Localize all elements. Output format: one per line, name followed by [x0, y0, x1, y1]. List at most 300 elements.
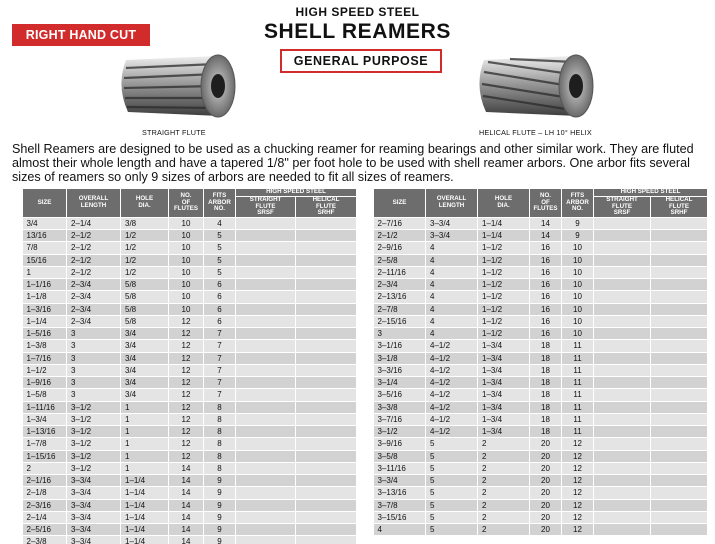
- arbor-cell: 8: [204, 462, 236, 474]
- arbor-cell: 10: [562, 279, 594, 291]
- size-cell: 3–3/8: [374, 401, 426, 413]
- overall-length-cell: 3–3/4: [426, 230, 478, 242]
- table-row: [23, 303, 357, 315]
- hole-dia-cell: 2: [478, 487, 530, 499]
- straight-flute-cell: [236, 217, 296, 229]
- helical-flute-cell: [296, 242, 357, 254]
- overall-length-cell: 4–1/2: [426, 340, 478, 352]
- table-row: [374, 413, 708, 425]
- helical-flute-cell: [651, 303, 708, 315]
- hss-group-header: HIGH SPEED STEEL: [594, 189, 708, 197]
- flutes-cell: 16: [530, 266, 562, 278]
- overall-length-cell: 3–1/2: [67, 450, 121, 462]
- arbor-cell: 8: [204, 426, 236, 438]
- table-row: [23, 254, 357, 266]
- helical-flute-cell: [651, 291, 708, 303]
- helical-flute-cell: [651, 340, 708, 352]
- straight-flute-cell: [594, 426, 651, 438]
- overall-length-cell: 4: [426, 291, 478, 303]
- size-cell: 1–7/8: [23, 438, 67, 450]
- helical-flute-cell: [296, 438, 357, 450]
- straight-flute-cell: [594, 377, 651, 389]
- size-cell: 2–15/16: [374, 315, 426, 327]
- hole-dia-cell: 3/4: [121, 328, 169, 340]
- helical-flute-cell: [296, 266, 357, 278]
- table-row: [374, 401, 708, 413]
- overall-length-cell: 2–3/4: [67, 291, 121, 303]
- overall-length-header: OVERALL LENGTH: [67, 189, 121, 218]
- size-cell: 13/16: [23, 230, 67, 242]
- hole-dia-cell: 1–1/2: [478, 291, 530, 303]
- table-row: [23, 217, 357, 229]
- size-cell: 2–13/16: [374, 291, 426, 303]
- flutes-cell: 20: [530, 499, 562, 511]
- flutes-cell: 16: [530, 303, 562, 315]
- hole-dia-cell: 3/8: [121, 217, 169, 229]
- overall-length-cell: 4: [426, 303, 478, 315]
- helical-flute-header: HELICAL FLUTE SRHF: [296, 197, 357, 218]
- overall-length-cell: 3: [67, 377, 121, 389]
- overall-length-cell: 3–1/2: [67, 462, 121, 474]
- arbor-header: FITS ARBOR NO.: [562, 189, 594, 218]
- helical-flute-cell: [651, 450, 708, 462]
- helical-flute-cell: [296, 401, 357, 413]
- straight-flute-cell: [236, 413, 296, 425]
- hole-dia-cell: 1–3/4: [478, 377, 530, 389]
- table-row: [23, 524, 357, 536]
- arbor-cell: 11: [562, 377, 594, 389]
- straight-flute-cell: [236, 475, 296, 487]
- overall-length-cell: 5: [426, 475, 478, 487]
- overall-length-cell: 4–1/2: [426, 377, 478, 389]
- straight-flute-cell: [594, 438, 651, 450]
- overall-length-cell: 5: [426, 438, 478, 450]
- flutes-cell: 18: [530, 364, 562, 376]
- hole-dia-cell: 1: [121, 413, 169, 425]
- straight-flute-caption: STRAIGHT FLUTE: [142, 128, 206, 137]
- size-cell: 1–1/4: [23, 315, 67, 327]
- overall-length-cell: 5: [426, 511, 478, 523]
- table-row: [374, 291, 708, 303]
- helical-flute-cell: [296, 475, 357, 487]
- hole-dia-cell: 1–1/4: [121, 536, 169, 544]
- straight-flute-cell: [594, 279, 651, 291]
- table-row: [23, 279, 357, 291]
- straight-flute-cell: [594, 524, 651, 536]
- material-heading: HIGH SPEED STEEL: [295, 5, 420, 19]
- right-hand-cut-badge: RIGHT HAND CUT: [12, 24, 150, 46]
- hss-group-header: HIGH SPEED STEEL: [236, 189, 357, 197]
- helical-flute-cell: [296, 352, 357, 364]
- table-row: [23, 426, 357, 438]
- hole-dia-cell: 1–1/4: [121, 499, 169, 511]
- straight-flute-cell: [236, 364, 296, 376]
- table-row: [23, 377, 357, 389]
- size-cell: 1–3/4: [23, 413, 67, 425]
- straight-flute-cell: [594, 499, 651, 511]
- helical-flute-cell: [651, 377, 708, 389]
- overall-length-cell: 3–3/4: [67, 524, 121, 536]
- flutes-cell: 12: [169, 426, 204, 438]
- arbor-cell: 9: [204, 475, 236, 487]
- overall-length-cell: 4: [426, 315, 478, 327]
- table-row: [23, 401, 357, 413]
- size-cell: 3–7/8: [374, 499, 426, 511]
- straight-flute-cell: [236, 340, 296, 352]
- size-cell: 1–1/16: [23, 279, 67, 291]
- overall-length-cell: 5: [426, 524, 478, 536]
- overall-length-cell: 3: [67, 340, 121, 352]
- table-row: [374, 524, 708, 536]
- overall-length-cell: 3: [67, 328, 121, 340]
- helical-flute-cell: [296, 462, 357, 474]
- helical-flute-caption: HELICAL FLUTE – LH 10° HELIX: [479, 128, 592, 137]
- helical-flute-cell: [651, 254, 708, 266]
- table-row: [23, 413, 357, 425]
- flutes-cell: 20: [530, 438, 562, 450]
- spec-table-right: [373, 188, 708, 536]
- arbor-cell: 8: [204, 401, 236, 413]
- helical-flute-cell: [296, 291, 357, 303]
- size-cell: 2–1/4: [23, 511, 67, 523]
- table-row: [23, 315, 357, 327]
- hole-dia-cell: 1–3/4: [478, 340, 530, 352]
- size-cell: 2–5/8: [374, 254, 426, 266]
- table-row: [374, 364, 708, 376]
- helical-flute-cell: [651, 511, 708, 523]
- arbor-cell: 12: [562, 462, 594, 474]
- size-cell: 1–13/16: [23, 426, 67, 438]
- size-cell: 1–3/8: [23, 340, 67, 352]
- overall-length-cell: 2–3/4: [67, 279, 121, 291]
- size-cell: 3–5/16: [374, 389, 426, 401]
- overall-length-cell: 4–1/2: [426, 389, 478, 401]
- hole-dia-cell: 3/4: [121, 389, 169, 401]
- helical-flute-cell: [651, 328, 708, 340]
- helical-flute-cell: [651, 279, 708, 291]
- arbor-cell: 7: [204, 377, 236, 389]
- flutes-header: NO. OF FLUTES: [169, 189, 204, 218]
- helical-flute-cell: [651, 389, 708, 401]
- flutes-cell: 14: [169, 475, 204, 487]
- straight-flute-cell: [236, 291, 296, 303]
- straight-flute-cell: [594, 364, 651, 376]
- hole-dia-cell: 3/4: [121, 377, 169, 389]
- flutes-cell: 16: [530, 291, 562, 303]
- general-purpose-label: GENERAL PURPOSE: [280, 49, 442, 73]
- arbor-cell: 8: [204, 413, 236, 425]
- flutes-cell: 18: [530, 377, 562, 389]
- arbor-cell: 10: [562, 328, 594, 340]
- flutes-cell: 12: [169, 401, 204, 413]
- arbor-cell: 5: [204, 230, 236, 242]
- overall-length-cell: 3–3/4: [67, 536, 121, 544]
- helical-flute-cell: [296, 487, 357, 499]
- flutes-cell: 18: [530, 340, 562, 352]
- hole-dia-cell: 1–1/2: [478, 315, 530, 327]
- flutes-cell: 10: [169, 230, 204, 242]
- table-row: [374, 254, 708, 266]
- flutes-cell: 12: [169, 340, 204, 352]
- arbor-header: FITS ARBOR NO.: [204, 189, 236, 218]
- hole-dia-cell: 3/4: [121, 352, 169, 364]
- flutes-cell: 10: [169, 279, 204, 291]
- hole-dia-header: HOLE DIA.: [478, 189, 530, 218]
- hole-dia-cell: 1–1/2: [478, 254, 530, 266]
- size-cell: 2–11/16: [374, 266, 426, 278]
- flutes-cell: 10: [169, 217, 204, 229]
- helical-flute-cell: [651, 413, 708, 425]
- arbor-cell: 8: [204, 438, 236, 450]
- helical-flute-cell: [651, 426, 708, 438]
- table-row: [23, 475, 357, 487]
- hole-dia-cell: 3/4: [121, 364, 169, 376]
- size-cell: 3–7/16: [374, 413, 426, 425]
- helical-flute-cell: [296, 254, 357, 266]
- helical-flute-cell: [651, 242, 708, 254]
- table-row: [374, 426, 708, 438]
- overall-length-cell: 2–1/4: [67, 217, 121, 229]
- table-row: [23, 230, 357, 242]
- size-cell: 4: [374, 524, 426, 536]
- hole-dia-cell: 1: [121, 401, 169, 413]
- helical-flute-cell: [651, 475, 708, 487]
- straight-flute-cell: [594, 315, 651, 327]
- flutes-cell: 14: [169, 536, 204, 544]
- overall-length-cell: 3–3/4: [67, 475, 121, 487]
- arbor-cell: 11: [562, 413, 594, 425]
- straight-flute-cell: [594, 401, 651, 413]
- overall-length-cell: 2–3/4: [67, 303, 121, 315]
- size-cell: 1–9/16: [23, 377, 67, 389]
- size-cell: 2–7/8: [374, 303, 426, 315]
- helical-flute-cell: [296, 389, 357, 401]
- overall-length-cell: 4: [426, 279, 478, 291]
- table-row: [23, 266, 357, 278]
- arbor-cell: 9: [204, 499, 236, 511]
- table-row: [23, 328, 357, 340]
- straight-flute-cell: [236, 279, 296, 291]
- helical-flute-header: HELICAL FLUTE SRHF: [651, 197, 708, 218]
- hole-dia-header: HOLE DIA.: [121, 189, 169, 218]
- helical-flute-cell: [651, 352, 708, 364]
- arbor-cell: 9: [204, 524, 236, 536]
- overall-length-cell: 4: [426, 266, 478, 278]
- size-cell: 3–15/16: [374, 511, 426, 523]
- arbor-cell: 11: [562, 340, 594, 352]
- size-cell: 3: [374, 328, 426, 340]
- table-row: [374, 340, 708, 352]
- size-cell: 3–1/16: [374, 340, 426, 352]
- table-row: [23, 242, 357, 254]
- overall-length-cell: 2–1/2: [67, 266, 121, 278]
- arbor-cell: 4: [204, 217, 236, 229]
- table-row: [374, 487, 708, 499]
- arbor-cell: 6: [204, 315, 236, 327]
- overall-length-cell: 4–1/2: [426, 413, 478, 425]
- helical-flute-cell: [651, 266, 708, 278]
- helical-flute-cell: [651, 401, 708, 413]
- straight-flute-cell: [594, 254, 651, 266]
- straight-flute-cell: [594, 340, 651, 352]
- helical-flute-cell: [296, 377, 357, 389]
- helical-flute-cell: [651, 524, 708, 536]
- straight-flute-cell: [236, 242, 296, 254]
- overall-length-cell: 5: [426, 487, 478, 499]
- arbor-cell: 5: [204, 254, 236, 266]
- hole-dia-cell: 1/2: [121, 242, 169, 254]
- hole-dia-cell: 2: [478, 450, 530, 462]
- straight-flute-cell: [236, 266, 296, 278]
- straight-flute-cell: [594, 291, 651, 303]
- overall-length-cell: 3–3/4: [67, 499, 121, 511]
- overall-length-cell: 4: [426, 242, 478, 254]
- hole-dia-cell: 1: [121, 438, 169, 450]
- table-row: [23, 340, 357, 352]
- overall-length-cell: 4–1/2: [426, 401, 478, 413]
- arbor-cell: 11: [562, 389, 594, 401]
- arbor-cell: 7: [204, 389, 236, 401]
- flutes-cell: 14: [530, 217, 562, 229]
- straight-flute-cell: [236, 401, 296, 413]
- size-cell: 1–1/8: [23, 291, 67, 303]
- straight-flute-cell: [236, 462, 296, 474]
- hole-dia-cell: 2: [478, 499, 530, 511]
- table-row: [23, 364, 357, 376]
- flutes-cell: 20: [530, 475, 562, 487]
- helical-flute-cell: [296, 315, 357, 327]
- flutes-header: NO. OF FLUTES: [530, 189, 562, 218]
- table-row: [23, 536, 357, 544]
- helical-flute-cell: [296, 536, 357, 544]
- straight-flute-cell: [236, 426, 296, 438]
- flutes-cell: 14: [169, 462, 204, 474]
- size-cell: 2–3/8: [23, 536, 67, 544]
- overall-length-cell: 5: [426, 499, 478, 511]
- arbor-cell: 9: [562, 217, 594, 229]
- arbor-cell: 10: [562, 266, 594, 278]
- hole-dia-cell: 5/8: [121, 291, 169, 303]
- overall-length-cell: 5: [426, 450, 478, 462]
- table-row: [374, 511, 708, 523]
- table-row: [23, 438, 357, 450]
- size-cell: 2–9/16: [374, 242, 426, 254]
- table-row: [23, 291, 357, 303]
- flutes-cell: 20: [530, 487, 562, 499]
- helical-flute-cell: [651, 499, 708, 511]
- table-row: [374, 230, 708, 242]
- hole-dia-cell: 1–3/4: [478, 389, 530, 401]
- overall-length-cell: 3–3/4: [67, 511, 121, 523]
- hole-dia-cell: 1–1/4: [121, 511, 169, 523]
- straight-flute-cell: [236, 389, 296, 401]
- straight-flute-header: STRAIGHT FLUTE SRSF: [236, 197, 296, 218]
- helical-flute-cell: [296, 426, 357, 438]
- straight-flute-header: STRAIGHT FLUTE SRSF: [594, 197, 651, 218]
- overall-length-cell: 4–1/2: [426, 364, 478, 376]
- helical-flute-cell: [296, 511, 357, 523]
- arbor-cell: 9: [204, 536, 236, 544]
- helical-flute-cell: [296, 328, 357, 340]
- flutes-cell: 14: [169, 499, 204, 511]
- arbor-cell: 7: [204, 364, 236, 376]
- helical-flute-cell: [651, 487, 708, 499]
- straight-flute-cell: [236, 254, 296, 266]
- table-row: [374, 352, 708, 364]
- straight-flute-cell: [594, 450, 651, 462]
- straight-flute-cell: [594, 217, 651, 229]
- overall-length-cell: 3: [67, 389, 121, 401]
- table-row: [23, 352, 357, 364]
- product-description: Shell Reamers are designed to be used as a chucking reamer for reaming bearings and other similar work. They are fluted almost their whole length and have a tapered 1/8" per foot hole to be used with shell reamer arbors. One arbor fits several sizes of reamers so only 9 sizes of arbors are needed to fit all sizes of reamers.: [12, 142, 694, 184]
- straight-flute-cell: [236, 328, 296, 340]
- straight-flute-cell: [236, 536, 296, 544]
- flutes-cell: 12: [169, 389, 204, 401]
- table-row: [23, 499, 357, 511]
- straight-flute-cell: [236, 315, 296, 327]
- helical-flute-cell: [296, 340, 357, 352]
- arbor-cell: 12: [562, 499, 594, 511]
- arbor-cell: 12: [562, 511, 594, 523]
- overall-length-cell: 3–1/2: [67, 413, 121, 425]
- overall-length-cell: 2–1/2: [67, 242, 121, 254]
- helical-flute-cell: [651, 438, 708, 450]
- hole-dia-cell: 1–1/2: [478, 266, 530, 278]
- hole-dia-cell: 1–1/2: [478, 328, 530, 340]
- overall-length-cell: 2–1/2: [67, 254, 121, 266]
- size-cell: 3–1/8: [374, 352, 426, 364]
- arbor-cell: 10: [562, 254, 594, 266]
- flutes-cell: 10: [169, 254, 204, 266]
- straight-flute-reamer-image: [112, 52, 242, 126]
- size-cell: 1–7/16: [23, 352, 67, 364]
- helical-flute-cell: [296, 450, 357, 462]
- hole-dia-cell: 1/2: [121, 266, 169, 278]
- overall-length-cell: 3–1/2: [67, 426, 121, 438]
- size-cell: 3–3/16: [374, 364, 426, 376]
- overall-length-cell: 3–3/4: [67, 487, 121, 499]
- hole-dia-cell: 1–3/4: [478, 364, 530, 376]
- straight-flute-cell: [236, 352, 296, 364]
- hole-dia-cell: 1–3/4: [478, 426, 530, 438]
- straight-flute-cell: [594, 328, 651, 340]
- arbor-cell: 7: [204, 352, 236, 364]
- flutes-cell: 16: [530, 315, 562, 327]
- straight-flute-cell: [236, 487, 296, 499]
- table-row: [374, 217, 708, 229]
- flutes-cell: 12: [169, 377, 204, 389]
- hole-dia-cell: 1–1/4: [121, 524, 169, 536]
- straight-flute-cell: [594, 389, 651, 401]
- hole-dia-cell: 1–1/2: [478, 303, 530, 315]
- straight-flute-cell: [236, 230, 296, 242]
- flutes-cell: 10: [169, 303, 204, 315]
- size-cell: 1–5/8: [23, 389, 67, 401]
- arbor-cell: 6: [204, 303, 236, 315]
- hole-dia-cell: 1/2: [121, 230, 169, 242]
- hole-dia-cell: 5/8: [121, 303, 169, 315]
- helical-flute-cell: [651, 230, 708, 242]
- size-header: SIZE: [23, 189, 67, 218]
- overall-length-cell: 3: [67, 352, 121, 364]
- hole-dia-cell: 1–1/4: [121, 487, 169, 499]
- table-row: [374, 328, 708, 340]
- hole-dia-cell: 2: [478, 438, 530, 450]
- arbor-cell: 10: [562, 303, 594, 315]
- arbor-cell: 7: [204, 340, 236, 352]
- hole-dia-cell: 2: [478, 511, 530, 523]
- table-row: [23, 487, 357, 499]
